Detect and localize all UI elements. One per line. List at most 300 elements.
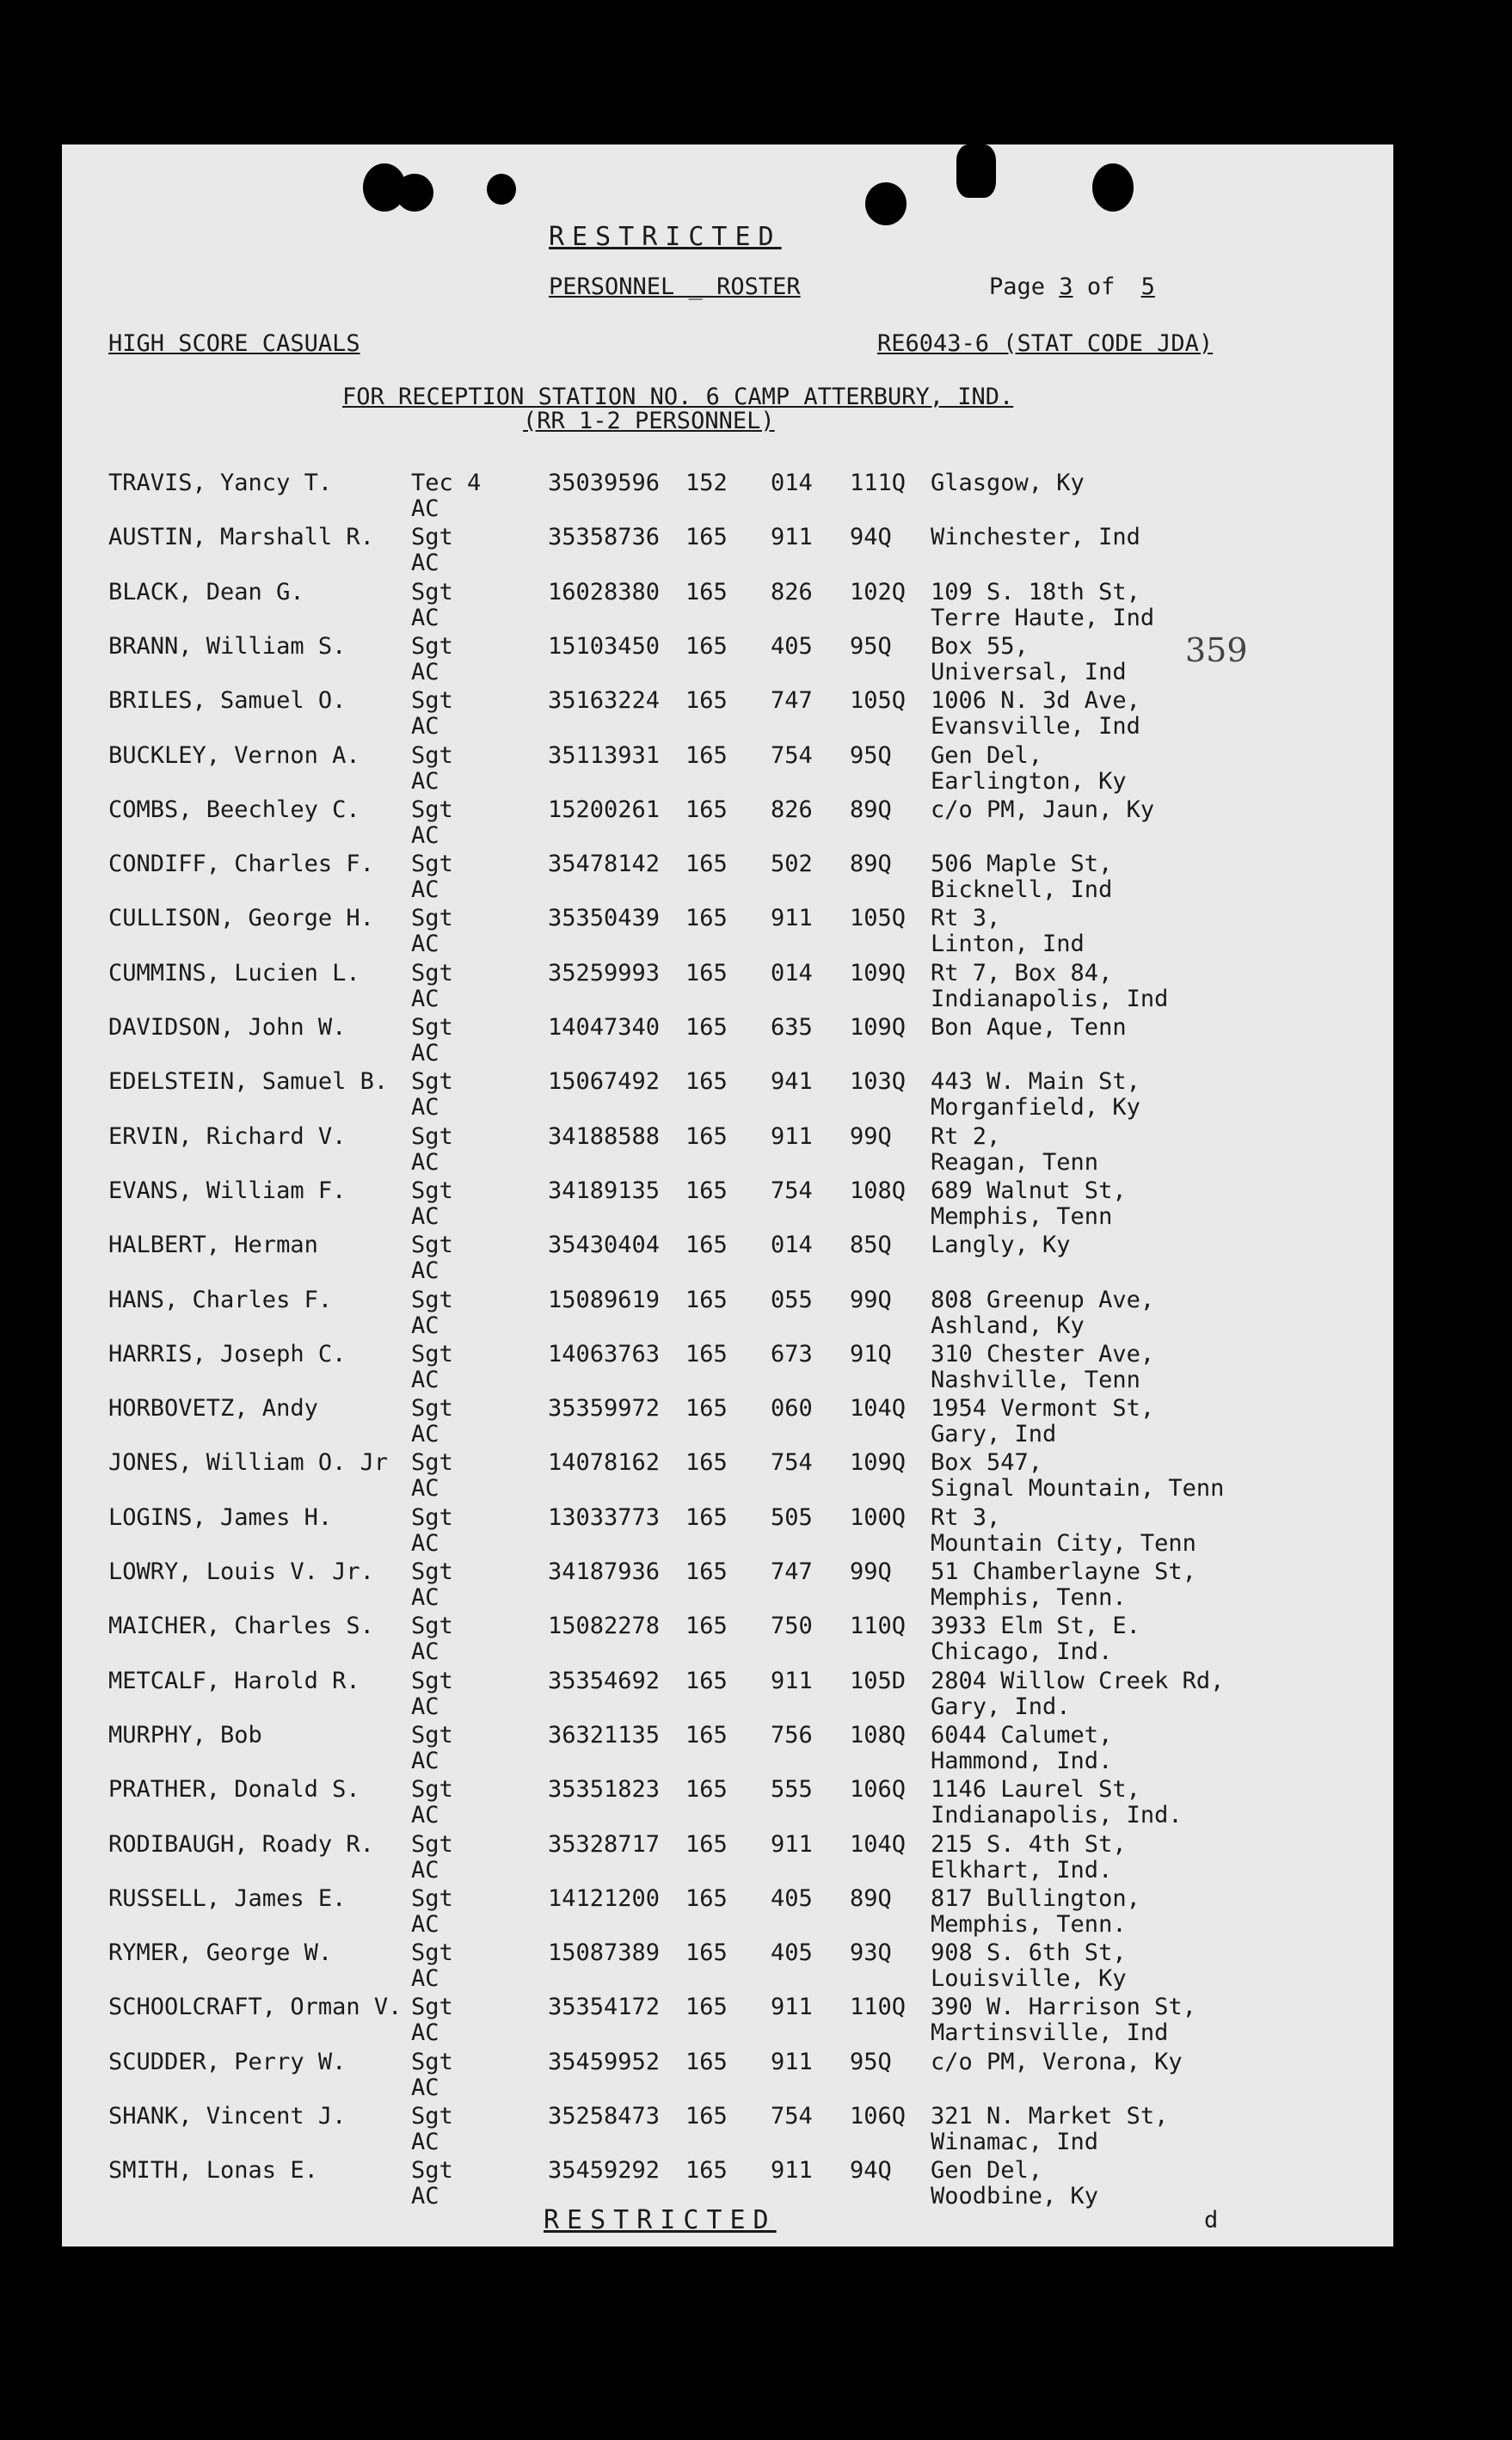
- address-line-2: Memphis, Tenn: [931, 1202, 1113, 1230]
- punch-hole-center: [487, 174, 516, 205]
- table-row: [62, 470, 1393, 524]
- serial-number: 13033773: [548, 1503, 661, 1531]
- address-line-1: Winchester, Ind: [931, 524, 1140, 551]
- branch: AC: [411, 1693, 439, 1720]
- table-row: [62, 1123, 1393, 1177]
- rank: Sgt: [411, 1613, 453, 1640]
- code-1: 165: [685, 959, 728, 986]
- code-1: 165: [685, 851, 728, 878]
- branch: AC: [411, 2129, 439, 2155]
- person-name: HARRIS, Joseph C.: [108, 1340, 347, 1368]
- person-name: HANS, Charles F.: [108, 1286, 333, 1313]
- address-line-2: Terre Haute, Ind: [931, 604, 1155, 631]
- table-row: [62, 1395, 1393, 1449]
- address-line-2: Bicknell, Ind: [931, 876, 1113, 904]
- table-row: [62, 2157, 1393, 2211]
- code-3: 93Q: [850, 1939, 892, 1967]
- code-3: 103Q: [850, 1068, 907, 1096]
- branch: AC: [411, 1638, 439, 1666]
- address-line-1: 109 S. 18th St,: [931, 578, 1140, 605]
- address-line-1: 215 S. 4th St,: [931, 1830, 1127, 1858]
- rank: Sgt: [411, 1014, 453, 1041]
- table-row: [62, 1232, 1393, 1286]
- address-line-1: 1954 Vermont St,: [931, 1395, 1155, 1423]
- address-line-2: Nashville, Tenn: [931, 1366, 1140, 1393]
- address-line-1: 390 W. Harrison St,: [931, 1994, 1196, 2021]
- table-row: [62, 796, 1393, 851]
- table-row: [62, 1014, 1393, 1068]
- address-line-2: Winamac, Ind: [931, 2129, 1099, 2155]
- code-3: 109Q: [850, 959, 907, 986]
- serial-number: 15067492: [548, 1068, 661, 1096]
- address-line-1: Langly, Ky: [931, 1232, 1071, 1259]
- address-line-1: 689 Walnut St,: [931, 1177, 1127, 1204]
- code-1: 165: [685, 905, 728, 932]
- roster-page: [62, 144, 1393, 2246]
- code-3: 104Q: [850, 1395, 907, 1423]
- table-row: [62, 1449, 1393, 1503]
- code-2: 405: [771, 632, 813, 660]
- code-2: 911: [771, 1830, 813, 1858]
- code-2: 060: [771, 1395, 813, 1423]
- code-3: 106Q: [850, 2103, 907, 2130]
- person-name: LOWRY, Louis V. Jr.: [108, 1558, 374, 1585]
- branch: AC: [411, 1040, 439, 1066]
- code-1: 165: [685, 1830, 728, 1858]
- serial-number: 35113931: [548, 741, 661, 769]
- code-2: 754: [771, 741, 813, 769]
- code-2: 826: [771, 796, 813, 823]
- code-1: 165: [685, 1667, 728, 1694]
- restricted-footer: RESTRICTED: [544, 2205, 777, 2235]
- serial-number: 16028380: [548, 578, 661, 605]
- address-line-2: Reagan, Tenn: [931, 1148, 1099, 1176]
- person-name: DAVIDSON, John W.: [108, 1014, 347, 1041]
- serial-number: 35351823: [548, 1776, 661, 1804]
- rank: Sgt: [411, 1558, 453, 1585]
- code-2: 555: [771, 1776, 813, 1804]
- code-2: 911: [771, 1994, 813, 2021]
- branch: AC: [411, 713, 439, 741]
- branch: AC: [411, 1202, 439, 1230]
- branch: AC: [411, 1312, 439, 1339]
- code-1: 165: [685, 2048, 728, 2075]
- code-2: 754: [771, 1177, 813, 1204]
- code-1: 165: [685, 1286, 728, 1313]
- serial-number: 35359972: [548, 1395, 661, 1423]
- branch: AC: [411, 550, 439, 577]
- address-line-1: Bon Aque, Tenn: [931, 1014, 1127, 1041]
- code-3: 89Q: [850, 796, 892, 823]
- branch: AC: [411, 931, 439, 958]
- address-line-1: 817 Bullington,: [931, 1884, 1140, 1912]
- rank: Sgt: [411, 2157, 453, 2185]
- page-number: 3: [1059, 274, 1073, 300]
- branch: AC: [411, 1366, 439, 1393]
- branch: AC: [411, 1584, 439, 1611]
- rank: Sgt: [411, 1340, 453, 1368]
- branch: AC: [411, 985, 439, 1012]
- serial-number: 35350439: [548, 905, 661, 932]
- person-name: HALBERT, Herman: [108, 1232, 318, 1259]
- serial-number: 15089619: [548, 1286, 661, 1313]
- branch: AC: [411, 1747, 439, 1774]
- branch: AC: [411, 604, 439, 631]
- code-1: 152: [685, 470, 728, 496]
- code-3: 91Q: [850, 1340, 892, 1368]
- rank: Sgt: [411, 524, 453, 551]
- person-name: BRANN, William S.: [108, 632, 347, 660]
- serial-number: 34187936: [548, 1558, 661, 1585]
- branch: AC: [411, 1421, 439, 1448]
- rank: Sgt: [411, 1721, 453, 1749]
- code-3: 95Q: [850, 741, 892, 769]
- left-title: HIGH SCORE CASUALS: [108, 330, 360, 357]
- code-1: 165: [685, 1014, 728, 1041]
- code-3: 110Q: [850, 1994, 907, 2021]
- person-name: JONES, William O. Jr: [108, 1449, 389, 1477]
- rank: Sgt: [411, 851, 453, 878]
- address-line-1: 908 S. 6th St,: [931, 1939, 1127, 1967]
- table-row: [62, 1994, 1393, 2048]
- sub-line: (RR 1-2 PERSONNEL): [523, 408, 775, 434]
- code-3: 108Q: [850, 1177, 907, 1204]
- person-name: SHANK, Vincent J.: [108, 2103, 347, 2130]
- table-row: [62, 742, 1393, 796]
- address-line-2: Memphis, Tenn.: [931, 1584, 1127, 1611]
- rank: Sgt: [411, 1830, 453, 1858]
- code-3: 109Q: [850, 1449, 907, 1477]
- code-1: 165: [685, 1340, 728, 1368]
- code-3: 108Q: [850, 1721, 907, 1749]
- serial-number: 14063763: [548, 1340, 661, 1368]
- rank: Sgt: [411, 1286, 453, 1313]
- person-name: TRAVIS, Yancy T.: [108, 470, 333, 496]
- address-line-1: Box 547,: [931, 1449, 1043, 1477]
- code-3: 99Q: [850, 1122, 892, 1150]
- address-line-1: 310 Chester Ave,: [931, 1340, 1155, 1368]
- table-row: [62, 2103, 1393, 2157]
- rank: Sgt: [411, 905, 453, 932]
- code-3: 95Q: [850, 632, 892, 660]
- code-1: 165: [685, 578, 728, 605]
- code-3: 105Q: [850, 905, 907, 932]
- person-name: CUMMINS, Lucien L.: [108, 959, 360, 986]
- table-row: [62, 1939, 1393, 1994]
- code-1: 165: [685, 1558, 728, 1585]
- roster-code: RE6043-6 (STAT CODE JDA): [877, 330, 1214, 357]
- code-2: 750: [771, 1613, 813, 1640]
- address-line-1: Rt 2,: [931, 1122, 1001, 1150]
- code-3: 104Q: [850, 1830, 907, 1858]
- serial-number: 15103450: [548, 632, 661, 660]
- stamp-number: 359: [1185, 631, 1248, 669]
- code-3: 106Q: [850, 1776, 907, 1804]
- table-row: [62, 1776, 1393, 1830]
- address-line-1: Glasgow, Ky: [931, 470, 1085, 496]
- rank: Sgt: [411, 1939, 453, 1967]
- rank: Sgt: [411, 2048, 453, 2075]
- person-name: MAICHER, Charles S.: [108, 1613, 374, 1640]
- branch: AC: [411, 1910, 439, 1938]
- code-2: 635: [771, 1014, 813, 1041]
- address-line-1: Gen Del,: [931, 741, 1043, 769]
- code-3: 111Q: [850, 470, 907, 496]
- address-line-1: 1006 N. 3d Ave,: [931, 687, 1140, 715]
- code-3: 89Q: [850, 851, 892, 878]
- rank: Sgt: [411, 741, 453, 769]
- rank: Sgt: [411, 1449, 453, 1477]
- rank: Sgt: [411, 1395, 453, 1423]
- address-line-1: c/o PM, Verona, Ky: [931, 2048, 1183, 2075]
- code-1: 165: [685, 2157, 728, 2185]
- branch: AC: [411, 1094, 439, 1122]
- table-row: [62, 687, 1393, 741]
- table-row: [62, 1341, 1393, 1395]
- person-name: RYMER, George W.: [108, 1939, 333, 1967]
- branch: AC: [411, 1529, 439, 1557]
- code-2: 754: [771, 2103, 813, 2130]
- person-name: MURPHY, Bob: [108, 1721, 262, 1749]
- branch: AC: [411, 495, 439, 522]
- address-line-1: 6044 Calumet,: [931, 1721, 1113, 1749]
- address-line-2: Signal Mountain, Tenn: [931, 1475, 1225, 1503]
- serial-number: 35039596: [548, 470, 661, 496]
- person-name: BLACK, Dean G.: [108, 578, 304, 605]
- address-line-1: 443 W. Main St,: [931, 1068, 1140, 1096]
- table-row: [62, 1287, 1393, 1341]
- code-1: 165: [685, 1122, 728, 1150]
- code-2: 747: [771, 1558, 813, 1585]
- code-2: 405: [771, 1939, 813, 1967]
- address-line-1: Box 55,: [931, 632, 1029, 660]
- serial-number: 35478142: [548, 851, 661, 878]
- code-2: 911: [771, 2048, 813, 2075]
- person-name: CULLISON, George H.: [108, 905, 374, 932]
- rank: Sgt: [411, 1667, 453, 1694]
- corner-mark: d: [1204, 2207, 1219, 2234]
- code-3: 89Q: [850, 1884, 892, 1912]
- code-1: 165: [685, 1068, 728, 1096]
- address-line-1: 2804 Willow Creek Rd,: [931, 1667, 1225, 1694]
- address-line-1: 3933 Elm St, E.: [931, 1613, 1140, 1640]
- person-name: CONDIFF, Charles F.: [108, 851, 374, 878]
- code-3: 109Q: [850, 1014, 907, 1041]
- serial-number: 34189135: [548, 1177, 661, 1204]
- table-row: [62, 905, 1393, 959]
- address-line-2: Memphis, Tenn.: [931, 1910, 1127, 1938]
- address-line-1: 51 Chamberlayne St,: [931, 1558, 1196, 1585]
- code-3: 85Q: [850, 1232, 892, 1259]
- page-label: Page: [989, 274, 1046, 300]
- table-row: [62, 1558, 1393, 1613]
- branch: AC: [411, 2074, 439, 2101]
- code-3: 105Q: [850, 687, 907, 715]
- branch: AC: [411, 2183, 439, 2210]
- branch: AC: [411, 821, 439, 849]
- table-row: [62, 1831, 1393, 1885]
- code-3: 94Q: [850, 524, 892, 551]
- person-name: RODIBAUGH, Roady R.: [108, 1830, 374, 1858]
- address-line-2: Indianapolis, Ind: [931, 985, 1169, 1012]
- table-row: [62, 1504, 1393, 1558]
- serial-number: 35459952: [548, 2048, 661, 2075]
- serial-number: 35258473: [548, 2103, 661, 2130]
- address-line-2: Martinsville, Ind: [931, 2019, 1169, 2047]
- code-2: 505: [771, 1503, 813, 1531]
- address-line-2: Elkhart, Ind.: [931, 1856, 1113, 1884]
- rank: Sgt: [411, 1122, 453, 1150]
- table-row: [62, 1885, 1393, 1939]
- code-3: 95Q: [850, 2048, 892, 2075]
- code-2: 055: [771, 1286, 813, 1313]
- person-name: LOGINS, James H.: [108, 1503, 333, 1531]
- code-1: 165: [685, 1177, 728, 1204]
- code-2: 754: [771, 1449, 813, 1477]
- serial-number: 15082278: [548, 1613, 661, 1640]
- person-name: PRATHER, Donald S.: [108, 1776, 360, 1804]
- serial-number: 34188588: [548, 1122, 661, 1150]
- address-line-1: Rt 3,: [931, 1503, 1001, 1531]
- serial-number: 35430404: [548, 1232, 661, 1259]
- serial-number: 14047340: [548, 1014, 661, 1041]
- address-line-2: Woodbine, Ky: [931, 2183, 1099, 2210]
- person-name: RUSSELL, James E.: [108, 1884, 347, 1912]
- code-1: 165: [685, 1884, 728, 1912]
- rank: Sgt: [411, 578, 453, 605]
- code-3: 94Q: [850, 2157, 892, 2185]
- branch: AC: [411, 1148, 439, 1176]
- code-2: 911: [771, 905, 813, 932]
- table-row: [62, 524, 1393, 578]
- code-1: 165: [685, 687, 728, 715]
- rank: Sgt: [411, 687, 453, 715]
- branch: AC: [411, 1856, 439, 1884]
- person-name: SCHOOLCRAFT, Orman V.: [108, 1994, 403, 2021]
- address-line-1: 1146 Laurel St,: [931, 1776, 1140, 1804]
- code-1: 165: [685, 1776, 728, 1804]
- code-3: 110Q: [850, 1613, 907, 1640]
- code-2: 911: [771, 524, 813, 551]
- code-1: 165: [685, 1395, 728, 1423]
- branch: AC: [411, 2019, 439, 2047]
- rank: Sgt: [411, 1884, 453, 1912]
- branch: AC: [411, 1965, 439, 1993]
- serial-number: 14121200: [548, 1884, 661, 1912]
- code-1: 165: [685, 1449, 728, 1477]
- rank: Sgt: [411, 959, 453, 986]
- address-line-1: Rt 3,: [931, 905, 1001, 932]
- serial-number: 35459292: [548, 2157, 661, 2185]
- code-1: 165: [685, 1613, 728, 1640]
- code-3: 99Q: [850, 1286, 892, 1313]
- code-2: 826: [771, 578, 813, 605]
- code-2: 014: [771, 470, 813, 496]
- rank: Tec 4: [411, 470, 482, 496]
- rank: Sgt: [411, 632, 453, 660]
- rank: Sgt: [411, 1068, 453, 1096]
- address-line-2: Chicago, Ind.: [931, 1638, 1113, 1666]
- person-name: BRILES, Samuel O.: [108, 687, 347, 715]
- rank: Sgt: [411, 1177, 453, 1204]
- person-name: COMBS, Beechley C.: [108, 796, 360, 823]
- serial-number: 15200261: [548, 796, 661, 823]
- code-2: 405: [771, 1884, 813, 1912]
- punch-hole-right: [865, 182, 907, 225]
- rank: Sgt: [411, 796, 453, 823]
- table-row: [62, 1722, 1393, 1776]
- table-row: [62, 1068, 1393, 1122]
- address-line-2: Gary, Ind: [931, 1421, 1057, 1448]
- page-indicator: [989, 274, 1167, 300]
- code-2: 673: [771, 1340, 813, 1368]
- person-name: EVANS, William F.: [108, 1177, 347, 1204]
- code-2: 911: [771, 1122, 813, 1150]
- person-name: AUSTIN, Marshall R.: [108, 524, 374, 551]
- code-1: 165: [685, 524, 728, 551]
- address-line-2: Louisville, Ky: [931, 1965, 1127, 1993]
- rank: Sgt: [411, 1776, 453, 1804]
- address-line-1: 808 Greenup Ave,: [931, 1286, 1155, 1313]
- table-row: [62, 633, 1393, 687]
- code-2: 502: [771, 851, 813, 878]
- address-line-2: Hammond, Ind.: [931, 1747, 1113, 1774]
- serial-number: 35354172: [548, 1994, 661, 2021]
- code-3: 99Q: [850, 1558, 892, 1585]
- page-of-label: of: [1086, 274, 1116, 300]
- code-1: 165: [685, 1994, 728, 2021]
- punch-hole-far-right: [1092, 163, 1134, 212]
- table-row: [62, 579, 1393, 633]
- page-total: 5: [1140, 274, 1155, 300]
- branch: AC: [411, 1802, 439, 1829]
- table-row: [62, 1177, 1393, 1232]
- branch: AC: [411, 1257, 439, 1285]
- address-line-1: Rt 7, Box 84,: [931, 959, 1113, 986]
- serial-number: 35163224: [548, 687, 661, 715]
- serial-number: 35259993: [548, 959, 661, 986]
- serial-number: 35354692: [548, 1667, 661, 1694]
- branch: AC: [411, 767, 439, 795]
- code-1: 165: [685, 632, 728, 660]
- rank: Sgt: [411, 1232, 453, 1259]
- code-3: 100Q: [850, 1503, 907, 1531]
- address-line-2: Morganfield, Ky: [931, 1094, 1140, 1122]
- serial-number: 35358736: [548, 524, 661, 551]
- code-2: 911: [771, 1667, 813, 1694]
- address-line-1: 321 N. Market St,: [931, 2103, 1169, 2130]
- address-line-1: 506 Maple St,: [931, 851, 1113, 878]
- address-line-2: Ashland, Ky: [931, 1312, 1085, 1339]
- address-line-2: Linton, Ind: [931, 931, 1085, 958]
- code-1: 165: [685, 1232, 728, 1259]
- address-line-1: c/o PM, Jaun, Ky: [931, 796, 1155, 823]
- code-2: 747: [771, 687, 813, 715]
- code-1: 165: [685, 796, 728, 823]
- punch-hole-right-2: [956, 144, 996, 198]
- restricted-header: RESTRICTED: [549, 222, 782, 252]
- person-name: EDELSTEIN, Samuel B.: [108, 1068, 389, 1096]
- code-2: 911: [771, 2157, 813, 2185]
- serial-number: 14078162: [548, 1449, 661, 1477]
- code-3: 105D: [850, 1667, 907, 1694]
- rank: Sgt: [411, 2103, 453, 2130]
- person-name: HORBOVETZ, Andy: [108, 1395, 318, 1423]
- rank: Sgt: [411, 1994, 453, 2021]
- code-2: 941: [771, 1068, 813, 1096]
- code-1: 165: [685, 1721, 728, 1749]
- code-1: 165: [685, 2103, 728, 2130]
